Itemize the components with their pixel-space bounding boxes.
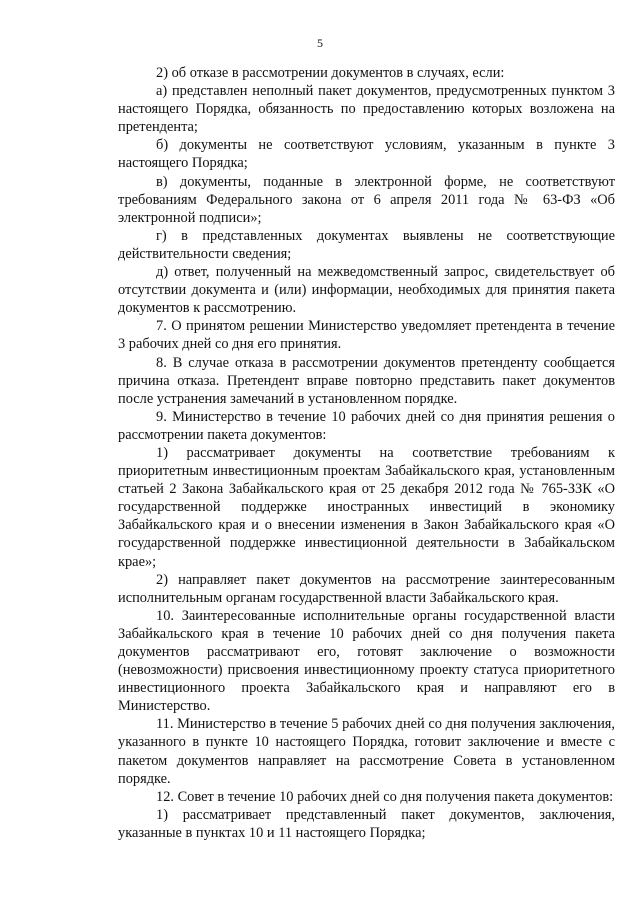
paragraph-item-12-1: 1) рассматривает представленный пакет документов, заключения, указанные в пунктах 10 и 11 настоящего Порядка; [118,806,615,841]
paragraph-refusal-b: б) документы не соответствуют условиям, указанным в пункте 3 настоящего Порядка; [118,137,615,172]
paragraph-item-10: 10. Заинтересованные исполнительные органы государственной власти Забайкальского края в течение 10 рабочих дней со дня получения пакета документов рассматривают его, готовят заключение о возможности (невозможности) присвоения инвестиционному проекту статуса приоритетного инвестиционного проекта Забайкальского края и направляют его в Министерство. [118,607,615,715]
paragraph-refusal-v: в) документы, поданные в электронной форме, не соответствуют требованиям Федерального закона от 6 апреля 2011 года № 63-ФЗ «Об электронной подписи»; [118,173,615,226]
paragraph-item-12: 12. Совет в течение 10 рабочих дней со дня получения пакета документов: [156,788,614,805]
paragraph-item-9-2: 2) направляет пакет документов на рассмотрение заинтересованным исполнительным органам государственной власти Забайкальского края. [118,571,615,606]
paragraph-refusal-intro: 2) об отказе в рассмотрении документов в случаях, если: [156,65,505,81]
paragraph-item-11: 11. Министерство в течение 5 рабочих дней со дня получения заключения, указанного в пункте 10 настоящего Порядка, готовит заключение и вместе с пакетом документов направляет на рассмотрение Совета в установленном порядке. [118,716,615,787]
page-number: 5 [317,36,323,50]
paragraph-refusal-d: д) ответ, полученный на межведомственный запрос, свидетельствует об отсутствии документа и (или) информации, необходимых для принятия пакета документов к рассмотрению. [118,264,615,317]
paragraph-item-9: 9. Министерство в течение 10 рабочих дней со дня принятия решения о рассмотрении пакета документов: [118,408,615,443]
paragraph-refusal-g: г) в представленных документах выявлены не соответствующие действительности сведения; [118,227,615,262]
paragraph-item-9-1: 1) рассматривает документы на соответствие требованиям к приоритетным инвестиционным проектам Забайкальского края, установленным статьей 2 Закона Забайкальского края от 25 декабря 2012 года № 765-ЗЗК «О государственной поддержке иностранных инвестиций в экономику Забайкальского края и о внесении изменения в Закон Забайкальского края «О государственной поддержке инвестиционной деятельности в Забайкальском крае»; [118,444,615,570]
paragraph-refusal-a: а) представлен неполный пакет документов, предусмотренных пунктом 3 настоящего Порядка, обязанность по предоставлению которых возложена на претендента; [118,83,615,136]
document-body [118,64,615,842]
paragraph-item-7: 7. О принятом решении Министерство уведомляет претендента в течение 3 рабочих дней со дня его принятия. [118,318,615,353]
paragraph-item-8: 8. В случае отказа в рассмотрении документов претенденту сообщается причина отказа. Претендент вправе повторно представить пакет документов после устранения замечаний в установленном порядке. [118,354,615,407]
